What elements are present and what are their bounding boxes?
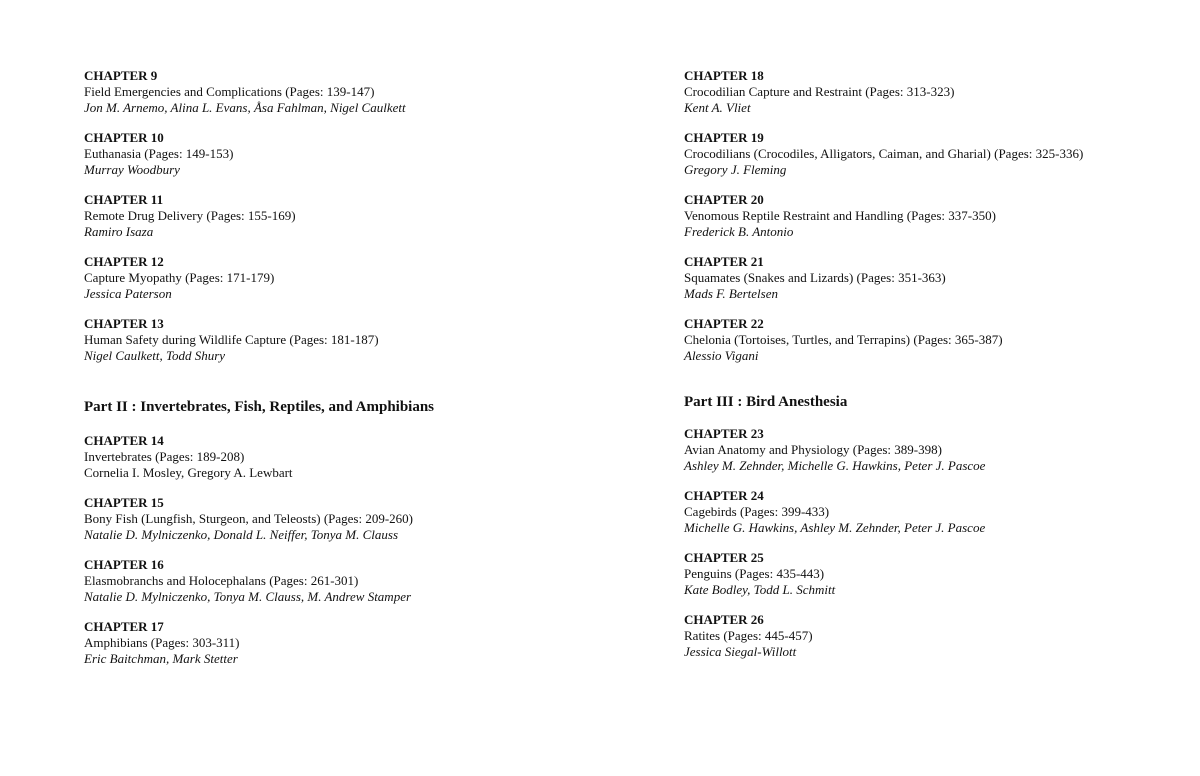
chapter-title: Chelonia (Tortoises, Turtles, and Terrapins) (Pages: 365-387) [684, 332, 1003, 347]
chapter-label: CHAPTER 9 [84, 68, 158, 83]
chapter-title: Crocodilian Capture and Restraint (Pages: 313-323) [684, 84, 955, 99]
chapter-title: Euthanasia (Pages: 149-153) [84, 146, 234, 161]
chapter-authors: Kent A. Vliet [684, 100, 751, 115]
chapter-entry [684, 612, 1200, 660]
chapter-authors: Ramiro Isaza [84, 224, 154, 239]
chapter-title: Cagebirds (Pages: 399-433) [684, 504, 830, 519]
chapter-title: Capture Myopathy (Pages: 171-179) [84, 270, 275, 285]
chapter-authors: Natalie D. Mylniczenko, Donald L. Neiffer, Tonya M. Clauss [84, 527, 399, 542]
chapter-label: CHAPTER 19 [684, 130, 764, 145]
chapter-title: Venomous Reptile Restraint and Handling (Pages: 337-350) [684, 208, 996, 223]
chapter-authors: Michelle G. Hawkins, Ashley M. Zehnder, Peter J. Pascoe [684, 520, 986, 535]
chapter-title: Avian Anatomy and Physiology (Pages: 389-398) [684, 442, 942, 457]
chapter-entry [684, 254, 1200, 302]
chapter-entry [684, 316, 1200, 364]
chapter-entry [84, 254, 604, 302]
chapter-title: Invertebrates (Pages: 189-208) [84, 449, 245, 464]
chapter-entry [84, 130, 604, 178]
part-heading: Part II : Invertebrates, Fish, Reptiles, and Amphibians [84, 399, 435, 415]
chapter-entry [84, 433, 604, 481]
chapter-label: CHAPTER 11 [84, 192, 164, 207]
chapter-label: CHAPTER 25 [684, 550, 764, 565]
chapter-label: CHAPTER 22 [684, 316, 764, 331]
chapter-entry [684, 130, 1200, 178]
chapter-entry [684, 68, 1200, 116]
chapter-entry [684, 488, 1200, 536]
chapter-authors: Natalie D. Mylniczenko, Tonya M. Clauss, M. Andrew Stamper [84, 589, 412, 604]
chapter-authors: Murray Woodbury [84, 162, 180, 177]
part-heading: Part III : Bird Anesthesia [684, 394, 848, 410]
chapter-title: Elasmobranchs and Holocephalans (Pages: 261-301) [84, 573, 359, 588]
chapter-authors: Jon M. Arnemo, Alina L. Evans, Åsa Fahlman, Nigel Caulkett [84, 100, 406, 115]
chapter-title: Squamates (Snakes and Lizards) (Pages: 351-363) [684, 270, 946, 285]
chapter-title: Bony Fish (Lungfish, Sturgeon, and Teleosts) (Pages: 209-260) [84, 511, 414, 526]
chapter-title: Crocodilians (Crocodiles, Alligators, Caiman, and Gharial) (Pages: 325-336) [684, 146, 1084, 161]
chapter-title: Human Safety during Wildlife Capture (Pages: 181-187) [84, 332, 379, 347]
chapter-entry [84, 557, 604, 605]
chapter-authors: Frederick B. Antonio [684, 224, 794, 239]
chapter-title: Field Emergencies and Complications (Pages: 139-147) [84, 84, 375, 99]
chapter-entry [684, 192, 1200, 240]
chapter-authors: Nigel Caulkett, Todd Shury [84, 348, 226, 363]
chapter-label: CHAPTER 16 [84, 557, 164, 572]
chapter-entry [84, 192, 604, 240]
chapter-label: CHAPTER 10 [84, 130, 164, 145]
chapter-label: CHAPTER 15 [84, 495, 164, 510]
chapter-authors: Jessica Paterson [84, 286, 172, 301]
chapter-entry [684, 426, 1200, 474]
chapter-authors: Ashley M. Zehnder, Michelle G. Hawkins, Peter J. Pascoe [684, 458, 986, 473]
chapter-label: CHAPTER 24 [684, 488, 764, 503]
chapter-label: CHAPTER 12 [84, 254, 164, 269]
chapter-authors: Jessica Siegal-Willott [684, 644, 797, 659]
chapter-authors: Eric Baitchman, Mark Stetter [84, 651, 238, 666]
chapter-label: CHAPTER 13 [84, 316, 164, 331]
chapter-title: Amphibians (Pages: 303-311) [84, 635, 240, 650]
chapter-label: CHAPTER 18 [684, 68, 764, 83]
chapter-authors: Cornelia I. Mosley, Gregory A. Lewbart [84, 465, 293, 480]
chapter-title: Ratites (Pages: 445-457) [684, 628, 813, 643]
chapter-label: CHAPTER 17 [84, 619, 164, 634]
chapter-label: CHAPTER 14 [84, 433, 164, 448]
chapter-authors: Kate Bodley, Todd L. Schmitt [684, 582, 836, 597]
chapter-entry [684, 550, 1200, 598]
chapter-entry [84, 316, 604, 364]
chapter-title: Remote Drug Delivery (Pages: 155-169) [84, 208, 296, 223]
chapter-title: Penguins (Pages: 435-443) [684, 566, 825, 581]
chapter-label: CHAPTER 26 [684, 612, 764, 627]
chapter-authors: Gregory J. Fleming [684, 162, 787, 177]
chapter-authors: Mads F. Bertelsen [684, 286, 778, 301]
chapter-label: CHAPTER 21 [684, 254, 764, 269]
chapter-label: CHAPTER 23 [684, 426, 764, 441]
chapter-entry [84, 68, 604, 116]
chapter-entry [84, 619, 604, 667]
chapter-label: CHAPTER 20 [684, 192, 764, 207]
chapter-entry [84, 495, 604, 543]
chapter-authors: Alessio Vigani [684, 348, 759, 363]
